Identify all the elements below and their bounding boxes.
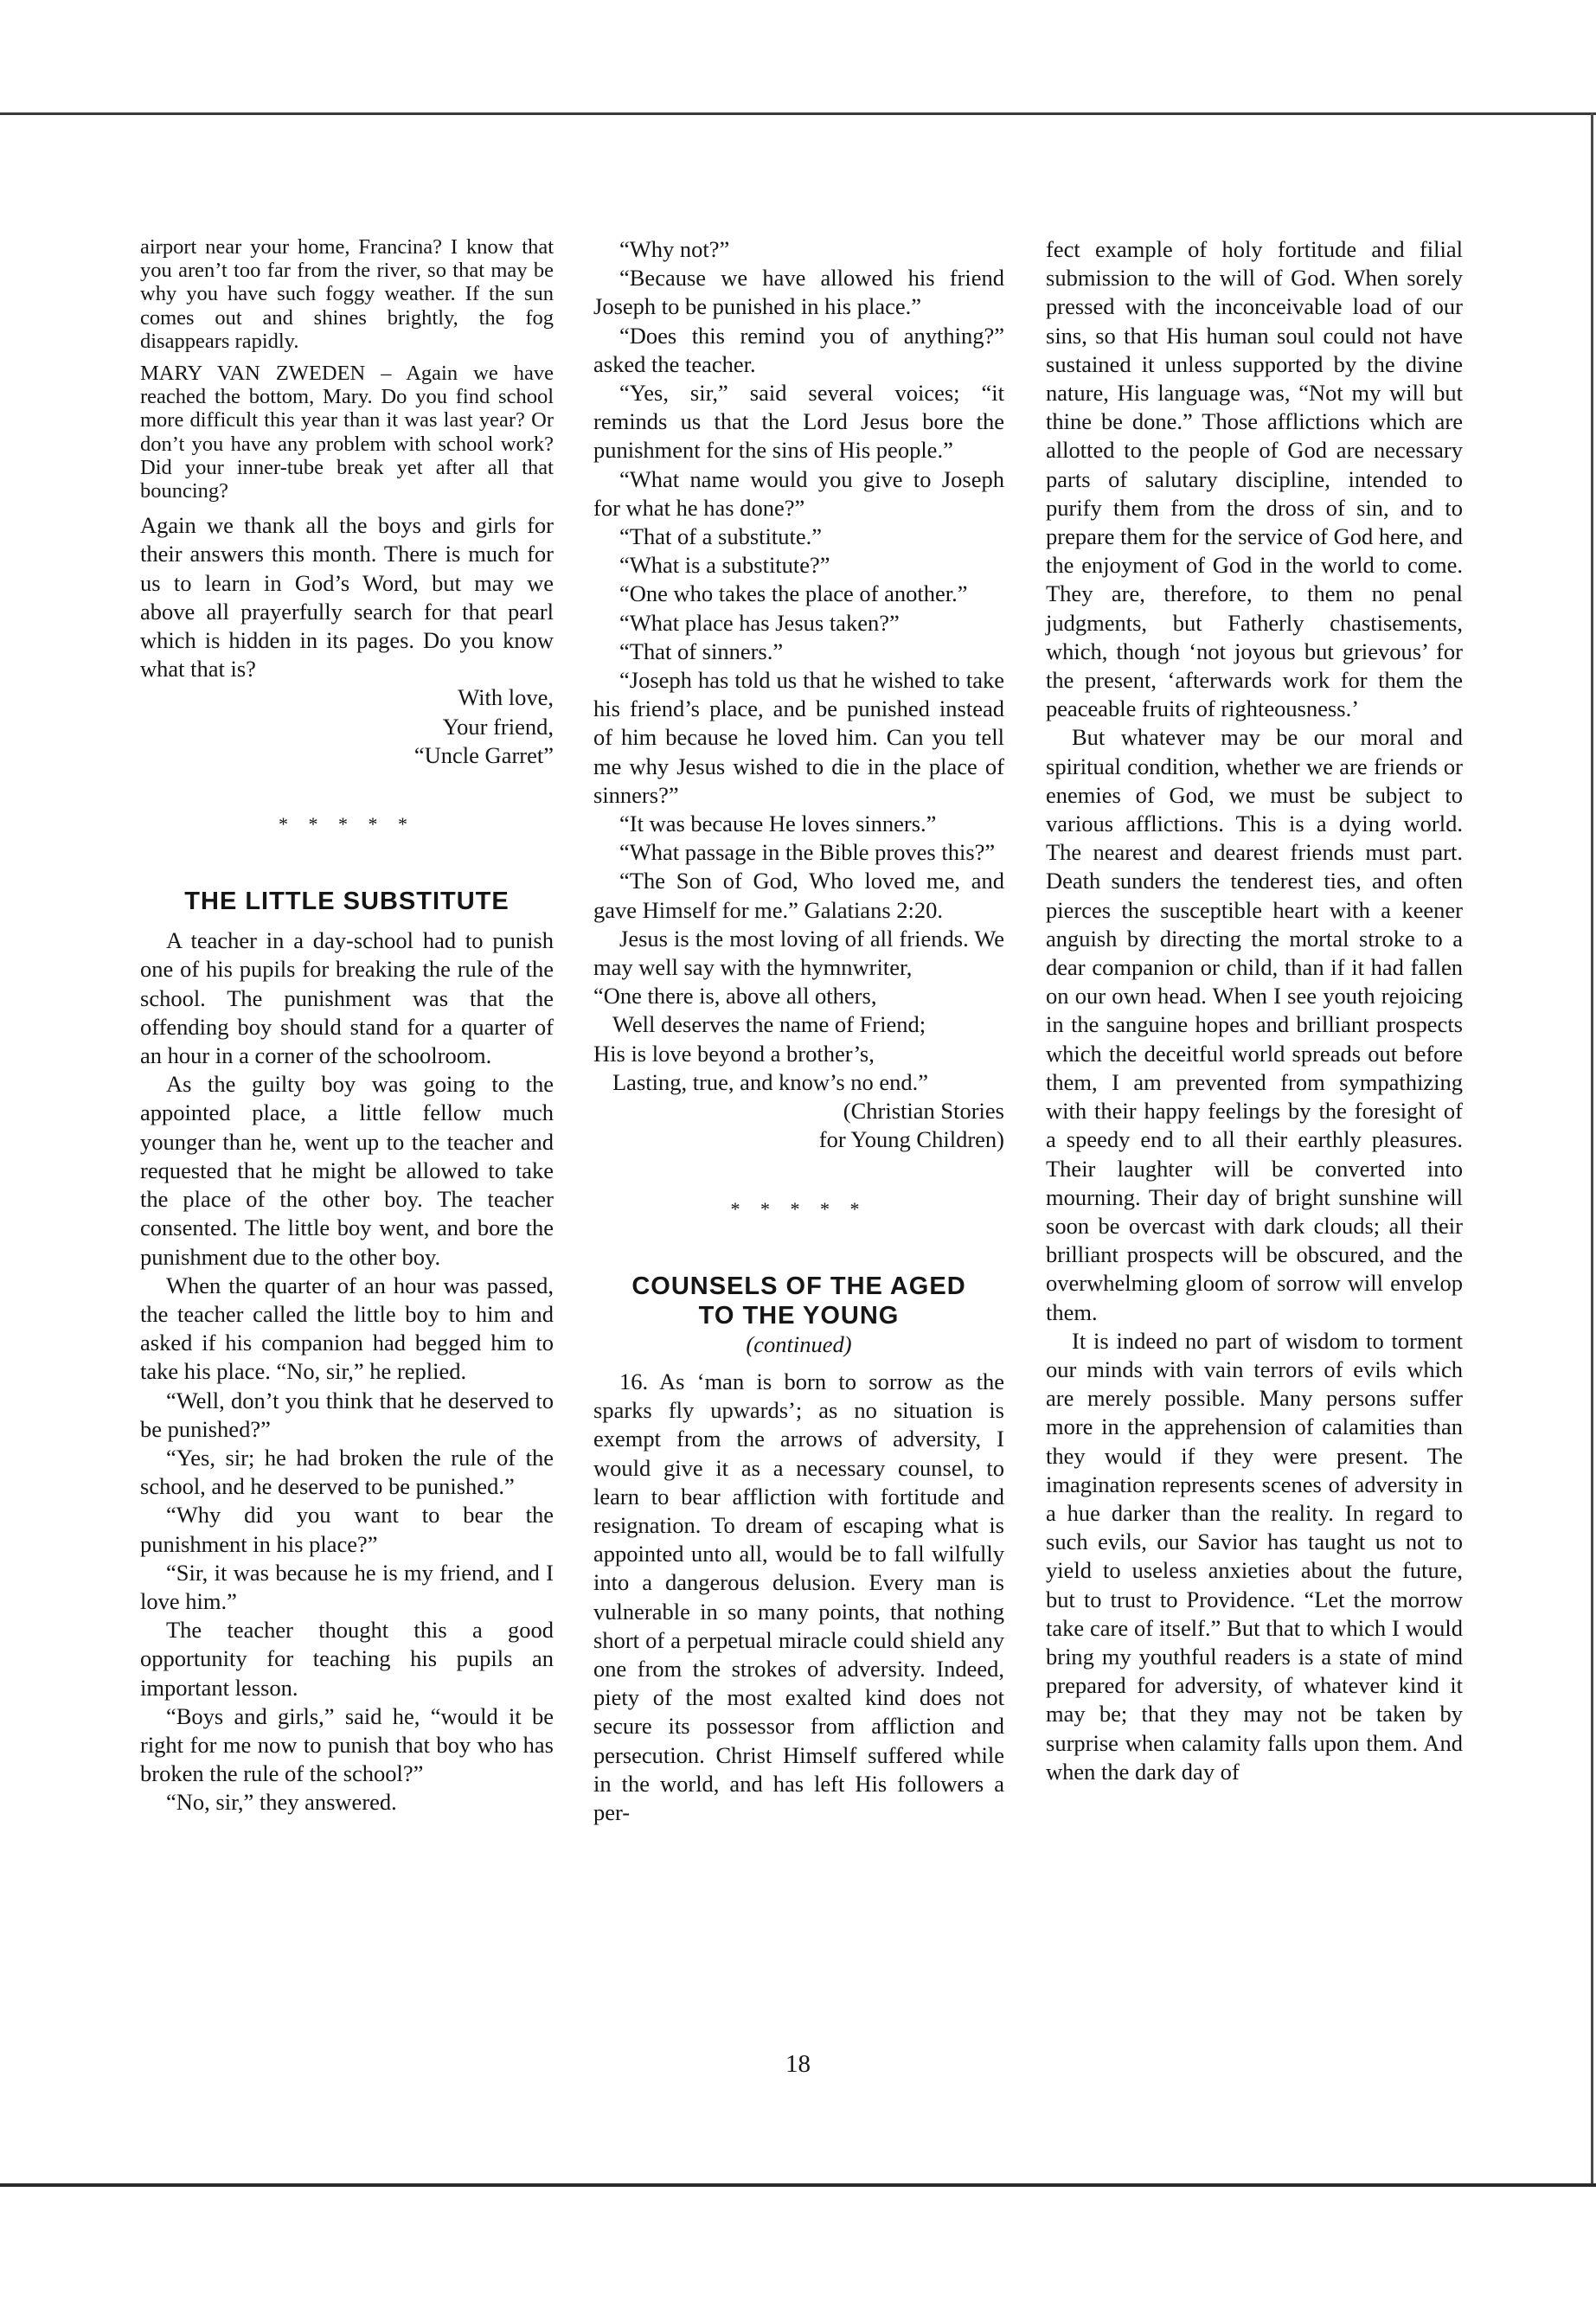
- closing-line: With love,: [458, 684, 554, 711]
- source-citation: for Young Children): [818, 1126, 1004, 1153]
- story-paragraph: “One who takes the place of another.”: [619, 580, 968, 607]
- story-paragraph: “Joseph has told us that he wished to take his friend’s place, and be punished instead of him because he loved him. Can you tell me why Jesus wished to die in the place of sinners?”: [593, 667, 1004, 808]
- story-paragraph: “Boys and girls,” said he, “would it be right for me now to punish that boy who has broken the rule of the school?”: [140, 1702, 554, 1787]
- story-paragraph: “What is a substitute?”: [619, 552, 830, 579]
- page-top-rule: [0, 112, 1596, 115]
- article-paragraph: 16. As ‘man is born to sorrow as the sparks fly upwards’; as no situation is exempt from the arrows of adversity, I would give it as a necessary counsel, to learn to bear affliction with fortitude and resignation. To dream of escaping what is appointed unto all, would be to fall wilfully into a dangerous delusion. Every man is vulnerable in so many points, that nothing short of a perpetual miracle could shield any one from the strokes of adversity. Indeed, piety of the most exalted kind does not secure its possessor from affliction and persecution. Christ Himself suffered while in the world, and has left His followers a per-: [593, 1368, 1004, 1825]
- story-paragraph: “Sir, it was because he is my friend, and I love him.”: [140, 1559, 554, 1614]
- story-paragraph: As the guilty boy was going to the appointed place, a little fellow much younger than he, went up to the teacher and requested that he might be allowed to take the place of the other boy. The teacher consented. The little boy went, and bore the punishment due to the other boy.: [140, 1071, 554, 1270]
- column-3: [1046, 235, 1463, 1786]
- hymn-verse: [593, 982, 1004, 1097]
- article-paragraph: fect example of holy fortitude and filial submission to the will of God. When sorely pressed with the inconceivable load of our sins, so that His human soul could not have sustained it unless supported by the divine nature, His language was, “Not my will but thine be done.” Those afflictions which are allotted to the people of God are necessary parts of salutary discipline, intended to purify them from the dross of sin, and to prepare them for the service of God here, and the enjoyment of God in the world to come. They are, therefore, to them no penal judgments, but Fatherly chastisements, which, though ‘not joyous but grievous’ for the present, ‘afterwards work for them the peaceable fruits of righteousness.’: [1046, 236, 1463, 722]
- story-paragraph: “Because we have allowed his friend Joseph to be punished in his place.”: [593, 265, 1004, 320]
- story-paragraph: “Yes, sir,” said several voices; “it reminds us that the Lord Jesus bore the punishment for the sins of His people.”: [593, 380, 1004, 464]
- verse-line: Well deserves the name of Friend;: [612, 1011, 926, 1038]
- page-right-edge: [1591, 112, 1593, 2185]
- story-paragraph: “What name would you give to Joseph for what he has done?”: [593, 465, 1004, 521]
- letter-reply-mary: MARY VAN ZWEDEN – Again we have reached the bottom, Mary. Do you find school more difficult this year than it was last year? Or don’t you have any problem with school work? Did your inner-tube break yet after all that bouncing?: [140, 362, 554, 503]
- verse-line: His is love beyond a brother’s,: [593, 1040, 875, 1067]
- story-paragraph: “Why did you want to bear the punishment in his place?”: [140, 1502, 554, 1557]
- story-title: THE LITTLE SUBSTITUTE: [184, 888, 510, 916]
- story-paragraph: “What place has Jesus taken?”: [619, 609, 900, 636]
- story-paragraph: When the quarter of an hour was passed, the teacher called the little boy to him and asked if his companion had begged him to take his place. “No, sir,” he replied.: [140, 1272, 554, 1385]
- article-title: TO THE YOUNG: [698, 1301, 900, 1330]
- column-1: [140, 235, 554, 1817]
- story-paragraph: “It was because He loves sinners.”: [619, 811, 937, 837]
- story-paragraph: “Why not?”: [619, 236, 730, 262]
- section-separator: * * * * *: [279, 813, 415, 836]
- source-citation: (Christian Stories: [843, 1098, 1004, 1125]
- signature: “Uncle Garret”: [413, 741, 554, 768]
- story-paragraph: The teacher thought this a good opportunity for teaching his pupils an important lesson.: [140, 1617, 554, 1701]
- article-paragraph: It is indeed no part of wisdom to torment our minds with vain terrors of evils which are merely possible. Many persons suffer more in the apprehension of calamities than they would if they were present. The imagination represents scenes of adversity in a hue darker than the reality. In regard to such evils, our Savior has taught us not to yield to useless anxieties about the future, but to trust to Providence. “Let the morrow take care of itself.” But that to which I would bring my youthful readers is a state of mind prepared for adversity, of whatever kind it may be; that they may not be taken by surprise when calamity falls upon them. And when the dark day of: [1046, 1327, 1463, 1785]
- column-2: [593, 235, 1004, 1827]
- story-paragraph: “That of sinners.”: [619, 638, 784, 664]
- verse-line: “One there is, above all others,: [593, 983, 877, 1009]
- story-paragraph: “No, sir,” they answered.: [166, 1789, 397, 1816]
- story-paragraph: “Does this remind you of anything?” asked the teacher.: [593, 322, 1004, 377]
- article-title: COUNSELS OF THE AGED: [631, 1272, 966, 1300]
- letter-reply-francina: airport near your home, Francina? I know that you aren’t too far from the river, so that may be why you have such foggy weather. If the sun comes out and shines brightly, the fog disappears rapidly.: [140, 235, 554, 353]
- page-bottom-rule: [0, 2183, 1596, 2187]
- article-paragraph: But whatever may be our moral and spiritual condition, whether we are friends or enemies of God, we must be subject to various afflictions. This is a dying world. The nearest and dearest friends must part. Death sunders the tenderest ties, and often pierces the susceptible heart with a keener anguish by directing the mortal stroke to a dear companion or child, than if it had fallen on our own head. When I see youth rejoicing in the sanguine hopes and brilliant prospects which the deceitful world spreads out before them, I am prevented from sympathizing with their happy feelings by the foresight of a speedy end to all their earthly pleasures. Their laughter will be converted into mourning. Their day of bright sunshine will soon be overcast with dark clouds; all their brilliant prospects will be obscured, and the overwhelming gloom of sorrow will envelop them.: [1046, 724, 1463, 1325]
- story-paragraph: Jesus is the most loving of all friends. We may well say with the hymnwriter,: [593, 925, 1004, 981]
- story-paragraph: “Yes, sir; he had broken the rule of the school, and he deserved to be punished.”: [140, 1444, 554, 1500]
- story-paragraph: “What passage in the Bible proves this?”: [619, 839, 996, 866]
- story-paragraph: “Well, don’t you think that he deserved to be punished?”: [140, 1387, 554, 1442]
- closing-line: Your friend,: [442, 713, 554, 740]
- page-number: 18: [785, 2050, 811, 2078]
- section-separator: * * * * *: [730, 1197, 868, 1220]
- story-paragraph: “The Son of God, Who loved me, and gave Himself for me.” Galatians 2:20.: [593, 868, 1004, 923]
- story-paragraph: A teacher in a day-school had to punish one of his pupils for breaking the rule of the school. The punishment was that the offending boy should stand for a quarter of an hour in a corner of the schoolroom.: [140, 927, 554, 1069]
- continued-label: (continued): [746, 1330, 852, 1357]
- verse-line: Lasting, true, and know’s no end.”: [612, 1068, 929, 1095]
- closing-paragraph: Again we thank all the boys and girls for their answers this month. There is much for us to learn in God’s Word, but may we above all prayerfully search for that pearl which is hidden in its pages. Do you know what that is?: [140, 512, 554, 683]
- story-paragraph: “That of a substitute.”: [619, 523, 823, 550]
